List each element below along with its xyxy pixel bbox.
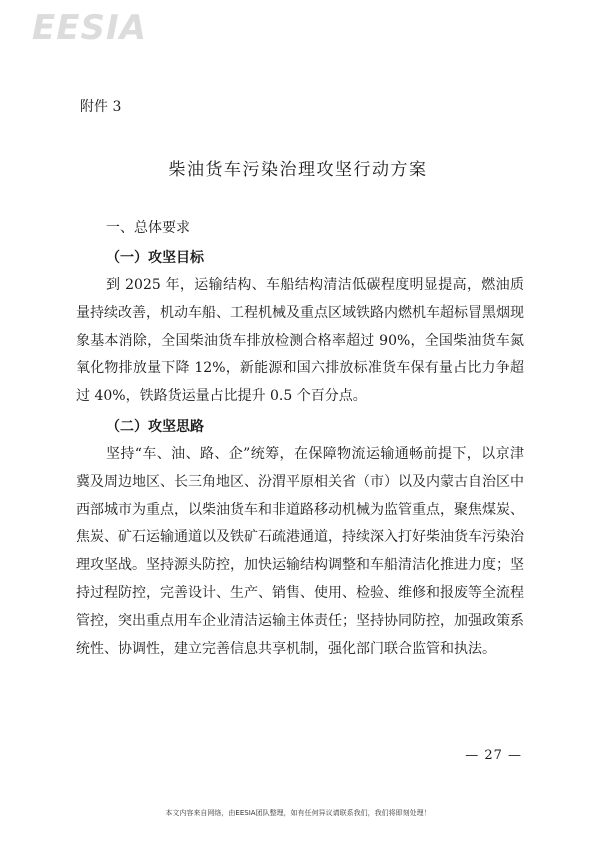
attachment-label: 附件 3	[80, 99, 122, 115]
subsection-heading-goals: （一）攻坚目标	[106, 250, 204, 266]
document-body	[76, 212, 524, 663]
page-number: — 27 —	[465, 748, 522, 763]
section-heading: 一、总体要求	[106, 220, 190, 236]
document-title: 柴油货车污染治理攻坚行动方案	[168, 160, 428, 180]
goals-paragraph: 到 2025 年，运输结构、车船结构清洁低碳程度明显提高，燃油质量持续改善，机动车船、工程机械及重点区域铁路内燃机车超标冒黑烟现象基本消除，全国柴油货车排放检测合格率超过 90%，全国柴油货车氮氧化物排放量下降 12%，新能源和国六排放标准货车保有量占比力争超过 40%，铁路货运量占比提升 0.5 个百分点。	[76, 277, 524, 405]
footer-notice: 本文内容来自网络，由EESIA团队整理，如有任何异议请联系我们，我们将即刻处理！	[165, 809, 431, 817]
eesia-logo: EESIA	[32, 8, 147, 48]
approach-paragraph: 坚持“车、油、路、企”统筹，在保障物流运输通畅前提下，以京津冀及周边地区、长三角地区、汾渭平原相关省（市）以及内蒙古自治区中西部城市为重点，以柴油货车和非道路移动机械为监管重点，聚焦煤炭、焦炭、矿石运输通道以及铁矿石疏港通道，持续深入打好柴油货车污染治理攻坚战。坚持源头防控，加快运输结构调整和车船清洁化推进力度；坚持过程防控，完善设计、生产、销售、使用、检验、维修和报废等全流程管控，突出重点用车企业清洁运输主体责任；坚持协同防控，加强政策系统性、协调性，建立完善信息共享机制，强化部门联合监管和执法。	[76, 445, 524, 657]
subsection-heading-approach: （二）攻坚思路	[106, 418, 204, 435]
